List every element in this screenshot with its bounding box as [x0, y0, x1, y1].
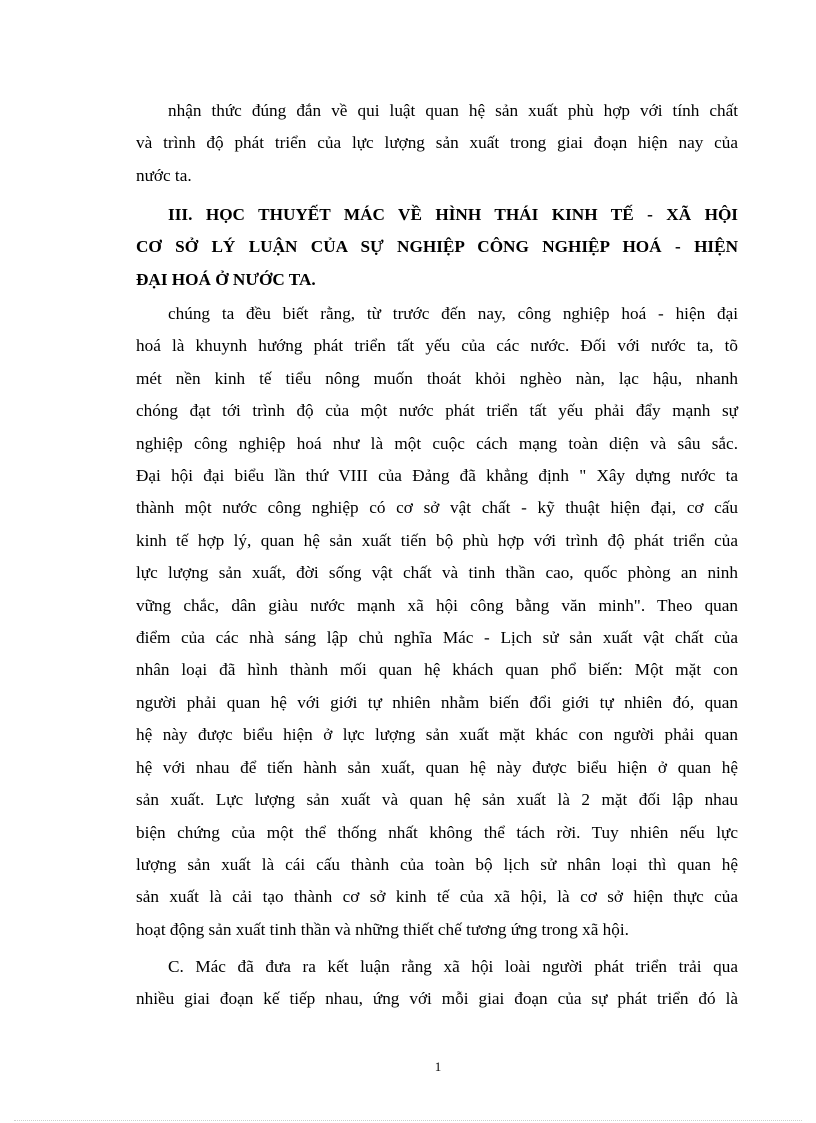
text-line: mét nền kinh tế tiểu nông muốn thoát khỏi nghèo nàn, lạc hậu, nhanh — [136, 368, 738, 388]
text-line: hệ với nhau để tiến hành sản xuất, quan hệ này được biểu hiện ở quan hệ — [136, 757, 738, 777]
paragraph — [136, 298, 738, 946]
text-line: và trình độ phát triển của lực lượng sản xuất trong giai đoạn hiện nay của — [136, 133, 738, 153]
section-heading — [136, 199, 738, 296]
text-line: sản xuất. Lực lượng sản xuất và quan hệ sản xuất là 2 mặt đối lập nhau — [136, 790, 738, 810]
text-line: kinh tế hợp lý, quan hệ sản xuất tiến bộ phù hợp với trình độ phát triển của — [136, 530, 738, 550]
text-line: thành một nước công nghiệp có cơ sở vật chất - kỹ thuật hiện đại, cơ cấu — [136, 498, 738, 518]
heading-line: III. HỌC THUYẾT MÁC VỀ HÌNH THÁI KINH TẾ - XÃ HỘI — [168, 205, 738, 224]
text-line: người phải quan hệ với giới tự nhiên nhằm biến đổi giới tự nhiên đó, quan — [136, 692, 738, 712]
page-bottom-divider — [14, 1120, 802, 1121]
text-line: nhận thức đúng đắn về qui luật quan hệ sản xuất phù hợp với tính chất — [168, 101, 738, 120]
page-number: 1 — [434, 1059, 442, 1074]
text-line: điểm của các nhà sáng lập chủ nghĩa Mác - Lịch sử sản xuất vật chất của — [136, 628, 738, 648]
text-line: C. Mác đã đưa ra kết luận rằng xã hội loài người phát triển trải qua — [168, 957, 738, 976]
text-line: chóng đạt tới trình độ của một nước phát triển tất yếu phải đẩy mạnh sự — [136, 401, 738, 421]
paragraph — [136, 95, 738, 192]
text-line: biện chứng của một thể thống nhất không thể tách rời. Tuy nhiên nếu lực — [136, 822, 738, 842]
text-line: nghiệp công nghiệp hoá như là một cuộc cách mạng toàn diện và sâu sắc. — [136, 433, 738, 453]
heading-line: CƠ SỞ LÝ LUẬN CỦA SỰ NGHIỆP CÔNG NGHIỆP HOÁ - HIỆN — [136, 237, 738, 257]
text-line: lượng sản xuất là cái cấu thành của toàn bộ lịch sử nhân loại thì quan hệ — [136, 854, 738, 874]
text-line: Đại hội đại biểu lần thứ VIII của Đảng đã khẳng định " Xây dựng nước ta — [136, 466, 738, 486]
heading-line: ĐẠI HOÁ Ở NƯỚC TA. — [136, 269, 316, 289]
text-line: hệ này được biểu hiện ở lực lượng sản xuất mặt khác con người phải quan — [136, 725, 738, 745]
text-line: hoạt động sản xuất tinh thần và những thiết chế tương ứng trong xã hội. — [136, 919, 629, 939]
text-line: hoá là khuynh hướng phát triển tất yếu của các nước. Đối với nước ta, tõ — [136, 336, 738, 356]
text-line: sản xuất là cải tạo thành cơ sở kinh tế của xã hội, là cơ sở hiện thực của — [136, 887, 738, 907]
text-line: nhiều giai đoạn kế tiếp nhau, ứng với mỗi giai đoạn của sự phát triển đó là — [136, 989, 738, 1009]
text-line: vững chắc, dân giàu nước mạnh xã hội công bằng văn minh". Theo quan — [136, 595, 738, 615]
text-line: nước ta. — [136, 165, 192, 185]
paragraph — [136, 951, 738, 1016]
text-line: nhân loại đã hình thành mối quan hệ khách quan phổ biến: Một mặt con — [136, 660, 738, 680]
text-line: chúng ta đều biết rằng, từ trước đến nay, công nghiệp hoá - hiện đại — [168, 304, 738, 323]
text-line: lực lượng sản xuất, đời sống vật chất và tinh thần cao, quốc phòng an ninh — [136, 563, 738, 583]
